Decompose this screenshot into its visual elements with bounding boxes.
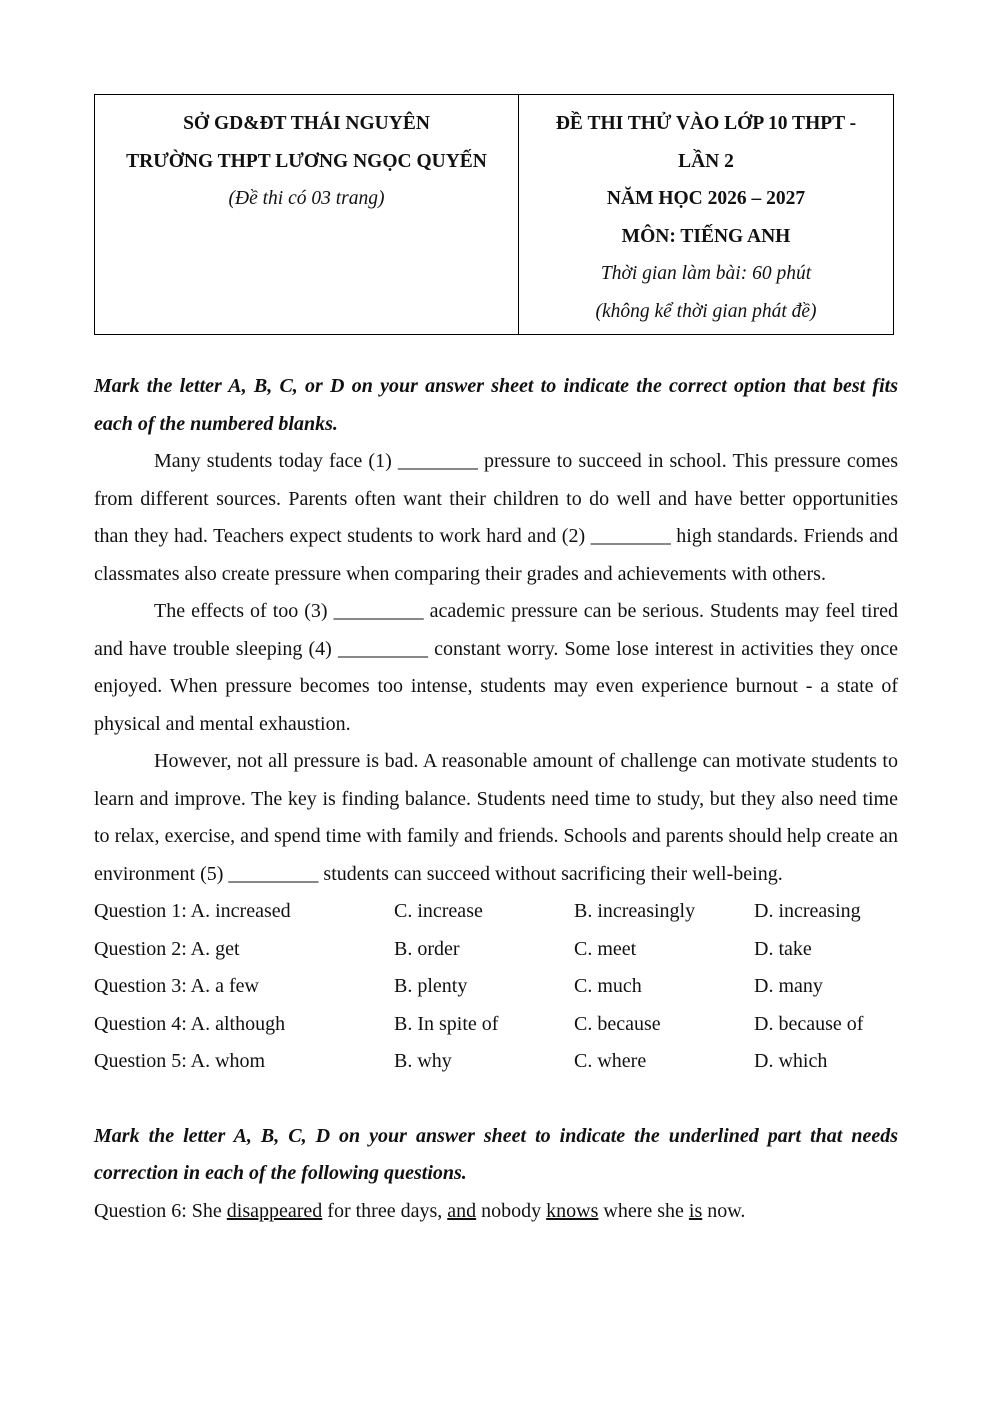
question-option: C. where [574, 1050, 647, 1072]
school-name: TRƯỜNG THPT LƯƠNG NGỌC QUYẾN [126, 150, 487, 172]
question-6-text: nobody [476, 1199, 547, 1222]
exam-header-table [94, 94, 894, 335]
header-left-cell [95, 95, 519, 334]
cloze-section [94, 368, 898, 1081]
header-right-cell [519, 95, 893, 334]
passage-paragraph-1 [94, 443, 898, 593]
question-option: B. plenty [394, 975, 468, 997]
question-option: D. many [754, 975, 823, 997]
section2-instruction: Mark the letter A, B, C, D on your answer sheet to indicate the underlined part that needs correction in each of the following questions. [94, 1124, 898, 1184]
passage-text: pressure to succeed in school. This pressure comes from different sources. Parents often want their children to do well and have better opportunities than they had. Teachers expect students to work hard and (2) [94, 450, 898, 547]
underlined-option-a: disappeared [226, 1199, 323, 1222]
subject: MÔN: TIẾNG ANH [621, 225, 791, 247]
passage-text: The effects of too (3) [154, 600, 334, 622]
question-option: Question 5: A. whom [94, 1050, 266, 1072]
question-6-text: now. [702, 1199, 746, 1222]
department-name: SỞ GD&ĐT THÁI NGUYÊN [183, 113, 430, 134]
question-list [94, 893, 898, 1081]
passage-text: However, not all pressure is bad. A reasonable amount of challenge can motivate students to learn and improve. The key is finding balance. Students need time to study, but they also need time to relax, exercise, and spend time with family and friends. Schools and parents should help create an environment (5) [94, 750, 898, 885]
question-row-5 [94, 1043, 898, 1081]
exam-page [94, 94, 898, 1230]
passage-text: students can succeed without sacrificing their well-being. [318, 862, 783, 885]
question-6 [94, 1193, 898, 1231]
school-year: NĂM HỌC 2026 – 2027 [606, 188, 806, 209]
underlined-option-c: knows [546, 1199, 599, 1222]
question-row-4 [94, 1006, 898, 1044]
question-option: B. order [394, 937, 460, 960]
passage-paragraph-2 [94, 593, 898, 743]
question-6-text: for three days, [322, 1199, 448, 1222]
question-6-text: Question 6: She [94, 1199, 227, 1222]
question-6-text: where she [598, 1199, 689, 1222]
question-option: B. increasingly [574, 900, 696, 922]
question-option: Question 1: A. increased [94, 900, 291, 922]
question-option: D. which [754, 1050, 828, 1072]
passage-text: academic pressure can be serious. Students may feel tired and have trouble sleeping (4) [94, 600, 898, 660]
exam-duration-note: (không kể thời gian phát đề) [595, 300, 817, 322]
pages-note: (Đề thi có 03 trang) [228, 188, 385, 209]
question-option: D. take [754, 937, 812, 960]
question-option: D. because of [754, 1012, 864, 1035]
exam-title-line2: LẦN 2 [678, 150, 734, 172]
underlined-option-d: is [688, 1199, 703, 1222]
question-option: C. because [574, 1012, 661, 1035]
passage-text: constant worry. Some lose interest in activities they once enjoyed. When pressure becomes too intense, students may even experience burnout - a state of physical and mental exhaustion. [94, 637, 898, 735]
question-option: Question 3: A. a few [94, 975, 259, 997]
section1-instruction: Mark the letter A, B, C, or D on your answer sheet to indicate the correct option that best fits each of the numbered blanks. [94, 375, 898, 435]
passage-text: high standards. Friends and classmates also create pressure when comparing their grades and achievements with others. [94, 525, 898, 585]
blank-1: ________ [397, 450, 478, 472]
question-option: B. why [394, 1050, 452, 1072]
question-option: Question 2: A. get [94, 937, 240, 960]
question-option: C. much [574, 975, 642, 997]
blank-3: _________ [333, 600, 424, 622]
question-option: B. In spite of [394, 1012, 499, 1035]
blank-4: _________ [337, 637, 428, 660]
question-row-1 [94, 893, 898, 931]
blank-2: ________ [590, 525, 671, 547]
error-identification-section [94, 1118, 898, 1231]
question-option: Question 4: A. although [94, 1012, 286, 1035]
question-option: D. increasing [754, 900, 861, 922]
blank-5: _________ [228, 862, 319, 885]
underlined-option-b: and [447, 1199, 477, 1222]
exam-title-line1: ĐỀ THI THỬ VÀO LỚP 10 THPT - [555, 113, 857, 134]
exam-duration: Thời gian làm bài: 60 phút [600, 263, 812, 284]
passage-paragraph-3 [94, 743, 898, 893]
question-option: C. increase [394, 900, 483, 922]
question-row-3 [94, 968, 898, 1006]
question-option: C. meet [574, 937, 637, 960]
passage-text: Many students today face (1) [154, 450, 398, 472]
question-row-2 [94, 931, 898, 969]
